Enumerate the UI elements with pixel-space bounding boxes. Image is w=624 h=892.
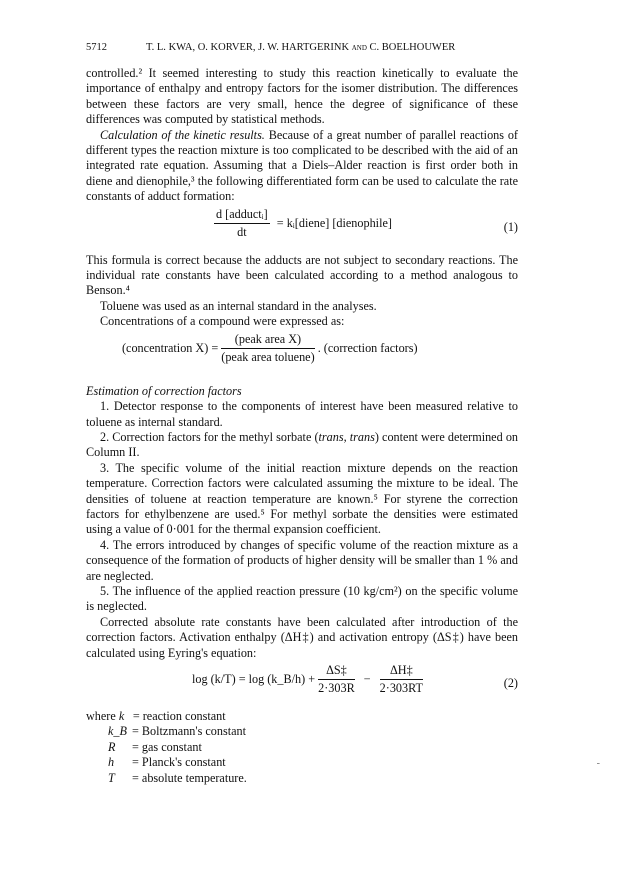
equation-concentration-denominator: (peak area toluene) [221, 350, 315, 365]
definition-symbol: h [108, 755, 115, 770]
equation-1-rhs: = kᵢ[diene] [dienophile] [276, 215, 392, 230]
equation-2-fraction-entropy [318, 663, 355, 697]
definition-row [86, 771, 518, 786]
page-number: 5712 [86, 42, 107, 53]
equation-1 [86, 207, 518, 249]
equation-concentration-body [122, 332, 418, 366]
calculation-text: Because of a great number of parallel reactions of different types the reaction mixture is too complicated to be described with the aid of an integrated rate equation. Assuming that a Diels–Alder reaction is first order both in diene and dienophile,³ the following differentiated form can be used to calculate the rate constants of adduct formation: [86, 127, 518, 204]
equation-2-entropy-numerator: ΔS‡ [318, 663, 355, 680]
running-header [86, 42, 455, 53]
item-1: 1. Detector response to the components of interest have been measured relative to toluene as internal standard. [86, 399, 518, 429]
article-body [86, 66, 518, 786]
equation-concentration-fraction [221, 332, 314, 366]
calculation-run-in-title: Calculation of the kinetic results. [100, 127, 265, 142]
definition-row [86, 724, 518, 739]
equation-concentration-numerator: (peak area X) [221, 332, 314, 349]
equation-2-minus: − [363, 672, 371, 687]
definition-symbol: T [108, 770, 115, 785]
equation-2-enthalpy-denominator: 2·303RT [379, 681, 423, 696]
paragraph-formula-validity: This formula is correct because the adducts are not subject to secondary reactions. The individual rate constants have been calculated according to a method analogous to Benson.⁴ [86, 252, 518, 298]
equation-concentration [86, 332, 518, 372]
equation-2-enthalpy-numerator: ΔH‡ [380, 663, 423, 680]
definition-row [86, 709, 518, 724]
equation-2-lhs: log (k/T) = log (k_B/h) + [192, 672, 316, 687]
definition-text: = Boltzmann's constant [132, 724, 247, 739]
equation-1-numerator: d [adductᵢ] [214, 207, 270, 224]
paragraph-intro: controlled.² It seemed interesting to study this reaction kinetically to evaluate the importance of enthalpy and entropy factors for the isomer distribution. The differences between these factors are very small, hence the degree of significance of these differences was computed by statistical methods. [86, 66, 518, 127]
item-2-pre: 2. Correction factors for the methyl sorbate ( [100, 429, 319, 444]
equation-2-fraction-enthalpy [380, 663, 423, 697]
definition-symbol: k [118, 709, 125, 723]
definition-symbol: k_B [108, 724, 127, 739]
definition-row [86, 755, 518, 770]
equation-1-number: (1) [503, 219, 518, 234]
equation-1-body [214, 207, 392, 241]
item-5: 5. The influence of the applied reaction pressure (10 kg/cm²) on the specific volume is neglected. [86, 583, 518, 614]
header-authors-prefix: T. L. [146, 42, 169, 53]
definition-row [86, 740, 518, 755]
equation-1-fraction [214, 207, 270, 241]
equation-2-number: (2) [503, 676, 518, 690]
paragraph-calculation [86, 128, 518, 205]
paragraph-eyring: Corrected absolute rate constants have been calculated after introduction of the correction factors. Activation enthalpy (ΔH‡) and activation entropy (ΔS‡) have been calculated using Eyring's equation: [86, 614, 518, 660]
header-authors: KWA, O. KORVER, J. W. HARTGERINK and C. BOELHOUWER [168, 42, 456, 53]
equation-concentration-rhs: . (correction factors) [317, 340, 418, 355]
equation-1-denominator: dt [237, 225, 247, 240]
item-3: 3. The specific volume of the initial reaction mixture depends on the reaction temperature. Correction factors were calculated assuming the mixture to be ideal. The densities of toluene at reaction temperature are known.⁵ For styrene the correction factors for ethylbenzene are used.⁵ For methyl sorbate the densities were estimated using a value of 0·001 for the thermal expansion coefficient. [86, 460, 518, 537]
equation-concentration-lhs: (concentration X) = [122, 340, 219, 355]
equation-2-body [192, 663, 423, 697]
symbol-definitions [86, 709, 518, 786]
paragraph-concentrations: Concentrations of a compound were expressed as: [100, 314, 345, 329]
definition-symbol: R [108, 739, 116, 754]
item-4: 4. The errors introduced by changes of specific volume of the reaction mixture as a consequence of the formation of products of higher density will be smaller than 1 % and are neglected. [86, 537, 518, 583]
equation-2 [86, 663, 518, 705]
definition-text: = Planck's constant [132, 755, 226, 770]
item-2-italic: trans, trans [318, 429, 375, 444]
equation-2-entropy-denominator: 2·303R [318, 681, 355, 696]
where-label: where [86, 709, 116, 723]
section-heading-correction-factors: Estimation of correction factors [86, 383, 242, 398]
definition-text: = reaction constant [132, 709, 226, 723]
item-2-post: ) content were determined on Column II. [86, 429, 519, 460]
paragraph-internal-standard: Toluene was used as an internal standard in the analyses. [100, 298, 377, 313]
item-2 [86, 430, 518, 461]
definition-text: = absolute temperature. [132, 770, 247, 785]
edge-mark: - [596, 758, 600, 769]
definition-text: = gas constant [132, 739, 202, 754]
